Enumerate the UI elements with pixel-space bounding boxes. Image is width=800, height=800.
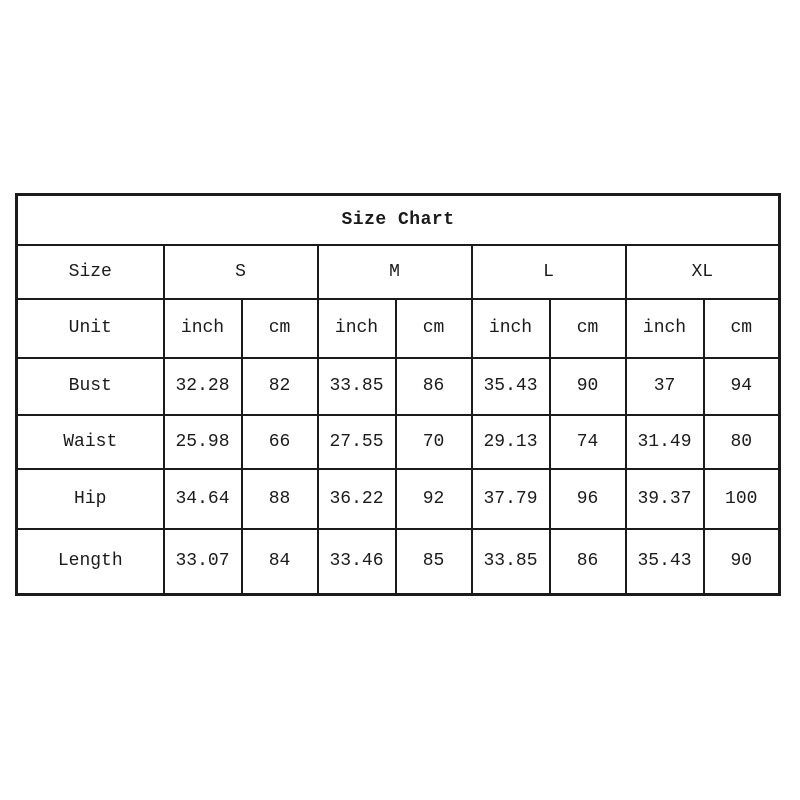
cell-waist-s-cm: 66 [242,415,318,469]
unit-col-header-l-cm: cm [550,299,626,358]
cell-length-l-cm: 86 [550,529,626,595]
cell-bust-s-cm: 82 [242,358,318,415]
cell-length-s-cm: 84 [242,529,318,595]
cell-bust-m-cm: 86 [396,358,472,415]
table-row-length [17,529,780,595]
unit-col-header-xl-inch: inch [626,299,704,358]
cell-bust-l-inch: 35.43 [472,358,550,415]
size-chart-table [15,193,781,596]
cell-waist-xl-inch: 31.49 [626,415,704,469]
cell-hip-m-cm: 92 [396,469,472,529]
size-col-header-l: L [472,245,626,299]
table-row-hip [17,469,780,529]
size-col-header-s: S [164,245,318,299]
row-label-hip: Hip [17,469,164,529]
unit-col-header-l-inch: inch [472,299,550,358]
cell-hip-xl-inch: 39.37 [626,469,704,529]
cell-waist-m-inch: 27.55 [318,415,396,469]
unit-col-header-m-cm: cm [396,299,472,358]
unit-col-header-s-cm: cm [242,299,318,358]
row-label-waist: Waist [17,415,164,469]
row-label-bust: Bust [17,358,164,415]
cell-hip-s-inch: 34.64 [164,469,242,529]
cell-bust-xl-cm: 94 [704,358,780,415]
table-row-bust [17,358,780,415]
cell-bust-m-inch: 33.85 [318,358,396,415]
unit-col-header-xl-cm: cm [704,299,780,358]
cell-bust-xl-inch: 37 [626,358,704,415]
size-header-label: Size [17,245,164,299]
size-col-header-m: M [318,245,472,299]
cell-waist-m-cm: 70 [396,415,472,469]
cell-length-xl-inch: 35.43 [626,529,704,595]
cell-length-xl-cm: 90 [704,529,780,595]
cell-length-m-inch: 33.46 [318,529,396,595]
cell-waist-l-inch: 29.13 [472,415,550,469]
cell-bust-l-cm: 90 [550,358,626,415]
cell-bust-s-inch: 32.28 [164,358,242,415]
cell-hip-l-inch: 37.79 [472,469,550,529]
cell-waist-xl-cm: 80 [704,415,780,469]
cell-waist-l-cm: 74 [550,415,626,469]
cell-waist-s-inch: 25.98 [164,415,242,469]
table-row-sizes [17,245,780,299]
unit-col-header-m-inch: inch [318,299,396,358]
cell-length-m-cm: 85 [396,529,472,595]
size-col-header-xl: XL [626,245,780,299]
cell-hip-s-cm: 88 [242,469,318,529]
chart-title: Size Chart [17,195,780,245]
table-row-title [17,195,780,245]
table-row-waist [17,415,780,469]
unit-col-header-s-inch: inch [164,299,242,358]
cell-hip-xl-cm: 100 [704,469,780,529]
cell-hip-l-cm: 96 [550,469,626,529]
cell-length-s-inch: 33.07 [164,529,242,595]
row-label-length: Length [17,529,164,595]
unit-header-label: Unit [17,299,164,358]
table-row-units [17,299,780,358]
cell-hip-m-inch: 36.22 [318,469,396,529]
cell-length-l-inch: 33.85 [472,529,550,595]
